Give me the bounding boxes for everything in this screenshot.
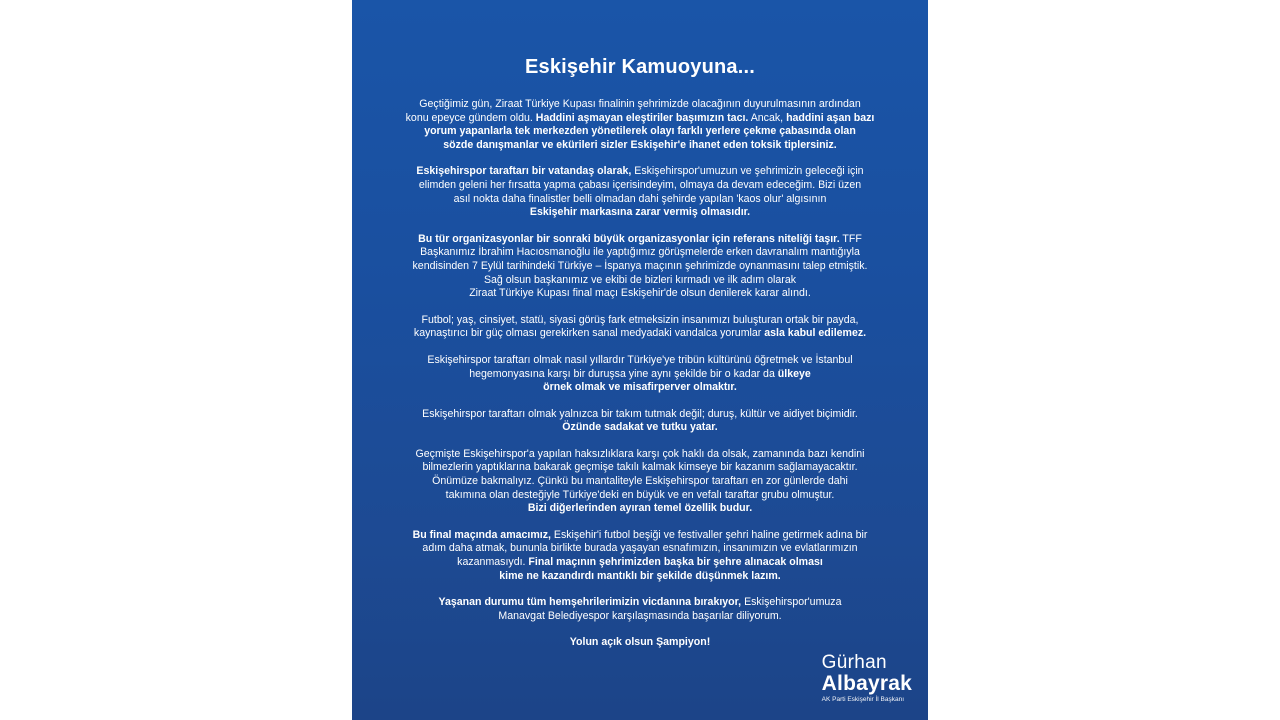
text-run: takımına olan desteğiyle Türkiye'deki en büyük ve en vefalı taraftar grubu olmuştur.: [445, 488, 835, 501]
letter-line: [370, 206, 910, 220]
letter-line: [370, 570, 910, 584]
letter-line: [370, 381, 910, 395]
letter-paragraph: [370, 165, 910, 219]
text-run: Eskişehirspor taraftarı olmak nasıl yıllardır Türkiye'ye tribün kültürünü öğretmek ve İstanbul: [427, 353, 853, 366]
letter-paragraph: [370, 596, 910, 623]
letter-line: [370, 408, 910, 422]
text-run: Ziraat Türkiye Kupası final maçı Eskişehir'de olsun denilerek karar alındı.: [469, 287, 811, 300]
letter-line: [370, 502, 910, 516]
bold-text-run: Özünde sadakat ve tutku yatar.: [562, 421, 718, 434]
letter-line: [370, 461, 910, 475]
bold-text-run: yorum yapanlarla tek merkezden yönetilerek olayı farklı yerlere çekme çabasında olan: [424, 125, 856, 138]
text-run: Eskişehirspor'umuzun ve şehrimizin geleceği için: [631, 165, 864, 178]
letter-line: [370, 165, 910, 179]
letter-line: [370, 193, 910, 207]
letter-line: [370, 125, 910, 139]
text-run: bilmezlerin yaptıklarına bakarak geçmişe takılı kalmak kimseye bir kazanım sağlamayacaktır.: [422, 461, 858, 474]
statement-poster: [352, 0, 928, 720]
letter-line: [370, 489, 910, 503]
letter-line: [370, 448, 910, 462]
text-run: TFF: [839, 232, 862, 245]
bold-text-run: haddini aşan bazı: [786, 111, 875, 124]
letter-line: [370, 610, 910, 624]
text-run: Ancak,: [748, 111, 787, 124]
letter-paragraph: [370, 98, 910, 152]
bold-text-run: Bizi diğerlerinden ayıran temel özellik budur.: [527, 502, 753, 515]
bold-text-run: kime ne kazandırdı mantıklı bir şekilde düşünmek lazım.: [499, 569, 781, 582]
letter-line: [370, 139, 910, 153]
bold-text-run: Eskişehirspor taraftarı bir vatandaş olarak,: [416, 165, 632, 178]
text-run: kaynaştırıcı bir güç olması gerekirken sanal medyadaki vandalca yorumlar: [413, 327, 765, 340]
text-run: Eskişehirspor'umuza: [741, 596, 842, 609]
letter-line: [370, 246, 910, 260]
bold-text-run: asla kabul edilemez.: [764, 327, 867, 340]
text-run: konu epeyce gündem oldu.: [405, 111, 536, 124]
text-run: Geçmişte Eskişehirspor'a yapılan haksızlıklara karşı çok haklı da olsak, zamanında bazı kendini: [415, 447, 865, 460]
letter-paragraph: [370, 314, 910, 341]
signature-block: [822, 652, 912, 704]
letter-line: [370, 327, 910, 341]
bold-text-run: Bu tür organizasyonlar bir sonraki büyük organizasyonlar için referans niteliği taşır.: [418, 232, 840, 245]
signature-last-name: Albayrak: [821, 672, 912, 695]
letter-line: [370, 233, 910, 247]
text-run: kendisinden 7 Eylül tarihindeki Türkiye – İspanya maçının şehrimizde oynanmasını talep etmiştik.: [412, 259, 868, 272]
letter-line: [370, 475, 910, 489]
letter-line: [370, 287, 910, 301]
letter-line: [370, 112, 910, 126]
text-run: hegemonyasına karşı bir duruşsa yine aynı şekilde bir o kadar da: [469, 367, 778, 380]
letter-paragraph: [370, 408, 910, 435]
letter-line: [370, 529, 910, 543]
text-run: Sağ olsun başkanımız ve ekibi de bizleri kırmadı ve ilk adım olarak: [483, 273, 797, 286]
bold-text-run: sözde danışmanlar ve ekürileri sizler Eskişehir'e ihanet eden toksik tiplersiniz.: [443, 138, 837, 151]
letter-line: [370, 596, 910, 610]
signature-first-name: Gürhan: [821, 652, 887, 673]
letter-paragraph: [370, 233, 910, 301]
letter-line: [370, 542, 910, 556]
letter-body: [370, 98, 910, 663]
letter-paragraph: [370, 354, 910, 395]
text-run: adım daha atmak, bununla birlikte burada yaşayan esnafımızın, insanımızın ve evlatlarımızın: [422, 542, 858, 555]
bold-text-run: örnek olmak ve misafirperver olmaktır.: [543, 381, 737, 394]
bold-text-run: Yaşanan durumu tüm hemşehrilerimizin vicdanına bırakıyor,: [438, 596, 742, 609]
letter-line: [370, 421, 910, 435]
letter-title: Eskişehir Kamuoyuna...: [524, 56, 756, 78]
text-run: Manavgat Belediyespor karşılaşmasında başarılar diliyorum.: [498, 609, 782, 622]
bold-text-run: ülkeye: [777, 367, 811, 380]
bold-text-run: Yolun açık olsun Şampiyon!: [569, 636, 711, 649]
letter-line: [370, 274, 910, 288]
letter-line: [370, 314, 910, 328]
text-run: kazanmasıydı.: [457, 556, 529, 569]
letter-line: [370, 636, 910, 650]
bold-text-run: Haddini aşmayan eleştiriler başımızın tacı.: [535, 111, 749, 124]
bold-text-run: Bu final maçında amacımız,: [412, 528, 551, 541]
text-run: asıl nokta daha finalistler belli olmadan dahi şehirde yapılan 'kaos olur' algısının: [453, 192, 827, 205]
letter-paragraph: [370, 529, 910, 583]
bold-text-run: Final maçının şehrimizden başka bir şehre alınacak olması: [528, 556, 823, 569]
letter-line: [370, 368, 910, 382]
letter-paragraph: [370, 448, 910, 516]
letter-line: [370, 179, 910, 193]
letter-line: [370, 98, 910, 112]
letter-line: [370, 260, 910, 274]
letter-line: [370, 556, 910, 570]
letter-paragraph: [370, 636, 910, 650]
text-run: Başkanımız İbrahim Hacıosmanoğlu ile yaptığımız görüşmelerde erken davranalım mantığıyla: [420, 246, 860, 259]
text-run: elimden geleni her fırsatta yapma çabası içerisindeyim, olmaya da devam edeceğim. Bizi üzen: [418, 178, 862, 191]
text-run: Eskişehir'i futbol beşiği ve festivaller şehri haline getirmek adına bir: [550, 528, 868, 541]
text-run: Futbol; yaş, cinsiyet, statü, siyasi görüş fark etmeksizin insanımızı buluşturan ortak bir payda,: [421, 313, 859, 326]
text-run: Geçtiğimiz gün, Ziraat Türkiye Kupası finalinin şehrimizde olacağının duyurulmasının ardından: [419, 98, 861, 110]
bold-text-run: Eskişehir markasına zarar vermiş olmasıdır.: [529, 206, 751, 219]
letter-line: [370, 354, 910, 368]
text-run: Eskişehirspor taraftarı olmak yalnızca bir takım tutmak değil; duruş, kültür ve aidiyet biçimidir.: [422, 407, 858, 420]
signature-role: AK Parti Eskişehir İl Başkanı: [821, 696, 905, 703]
text-run: Önümüze bakmalıyız. Çünkü bu mantaliteyle Eskişehirspor taraftarı en zor günlerde dahi: [432, 475, 848, 488]
